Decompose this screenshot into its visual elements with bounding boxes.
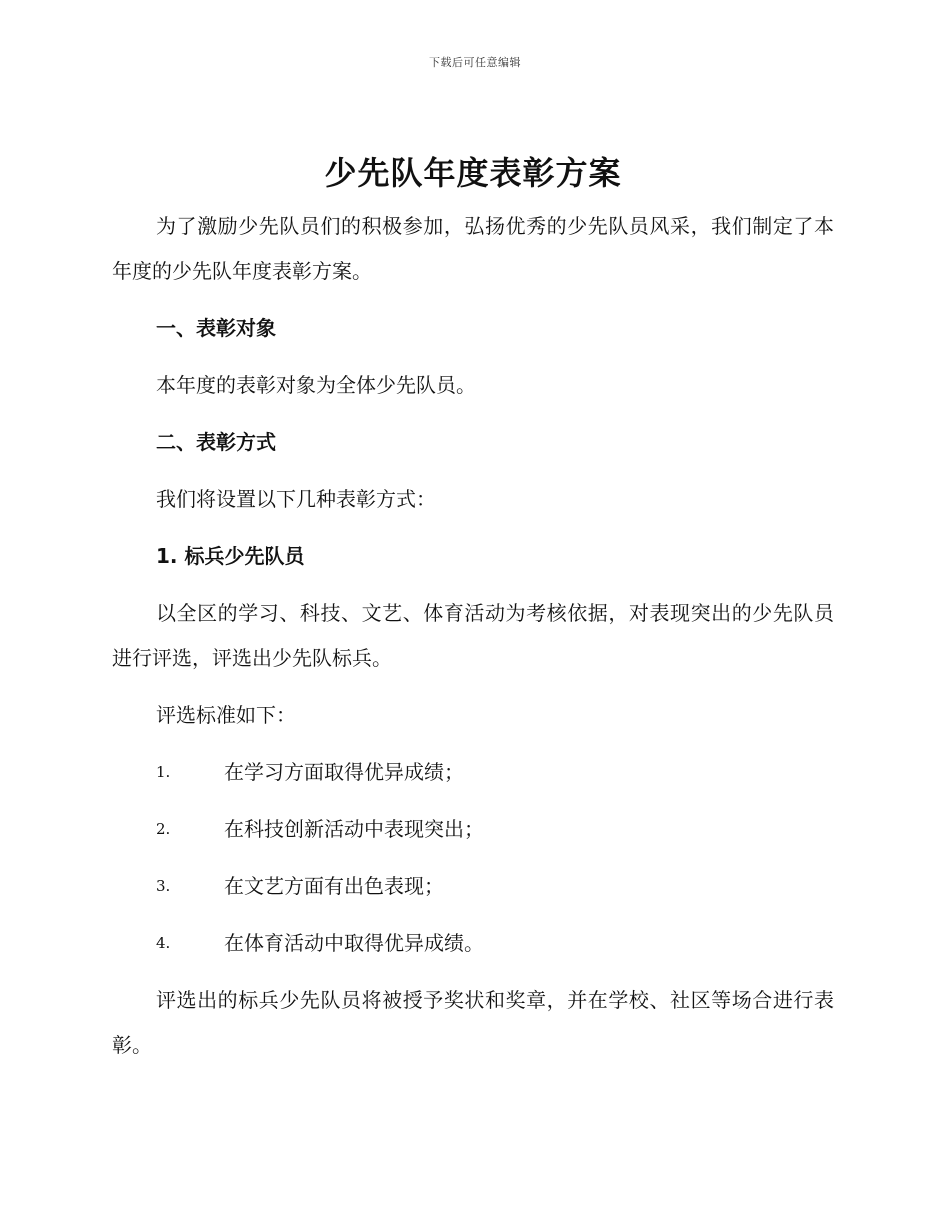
list-item-text: 在学习方面取得优异成绩； xyxy=(224,760,464,784)
award-target-text: 本年度的表彰对象为全体少先队员。 xyxy=(156,373,476,397)
list-item xyxy=(112,921,834,966)
header-note: 下载后可任意编辑 xyxy=(429,56,521,69)
criteria-intro: 评选标准如下： xyxy=(156,703,296,727)
award-method-text: 我们将设置以下几种表彰方式： xyxy=(156,487,436,511)
list-item xyxy=(112,864,834,909)
criteria-list xyxy=(112,750,834,966)
document-page xyxy=(112,150,834,1080)
list-item-number: 3. xyxy=(156,877,171,895)
document-title: 少先队年度表彰方案 xyxy=(324,154,622,192)
list-item-number: 4. xyxy=(156,934,171,952)
list-item xyxy=(112,807,834,852)
intro-paragraph: 为了激励少先队员们的积极参加，弘扬优秀的少先队员风采，我们制定了本年度的少先队年度表彰方案。 xyxy=(112,214,834,283)
closing-paragraph: 评选出的标兵少先队员将被授予奖状和奖章，并在学校、社区等场合进行表彰。 xyxy=(112,988,834,1057)
section-heading-award-target: 一、表彰对象 xyxy=(156,316,276,340)
list-item-text: 在体育活动中取得优异成绩。 xyxy=(224,931,484,955)
model-pioneer-text: 以全区的学习、科技、文艺、体育活动为考核依据，对表现突出的少先队员进行评选，评选出少先队标兵。 xyxy=(112,601,834,670)
list-item-number: 2. xyxy=(156,820,171,838)
list-item-number: 1. xyxy=(156,763,171,781)
list-item xyxy=(112,750,834,795)
list-item-text: 在文艺方面有出色表现； xyxy=(224,874,444,898)
section-heading-award-method: 二、表彰方式 xyxy=(156,430,276,454)
list-item-text: 在科技创新活动中表现突出； xyxy=(224,817,484,841)
subsection-heading-model-pioneer: 1. 标兵少先队员 xyxy=(156,544,305,568)
